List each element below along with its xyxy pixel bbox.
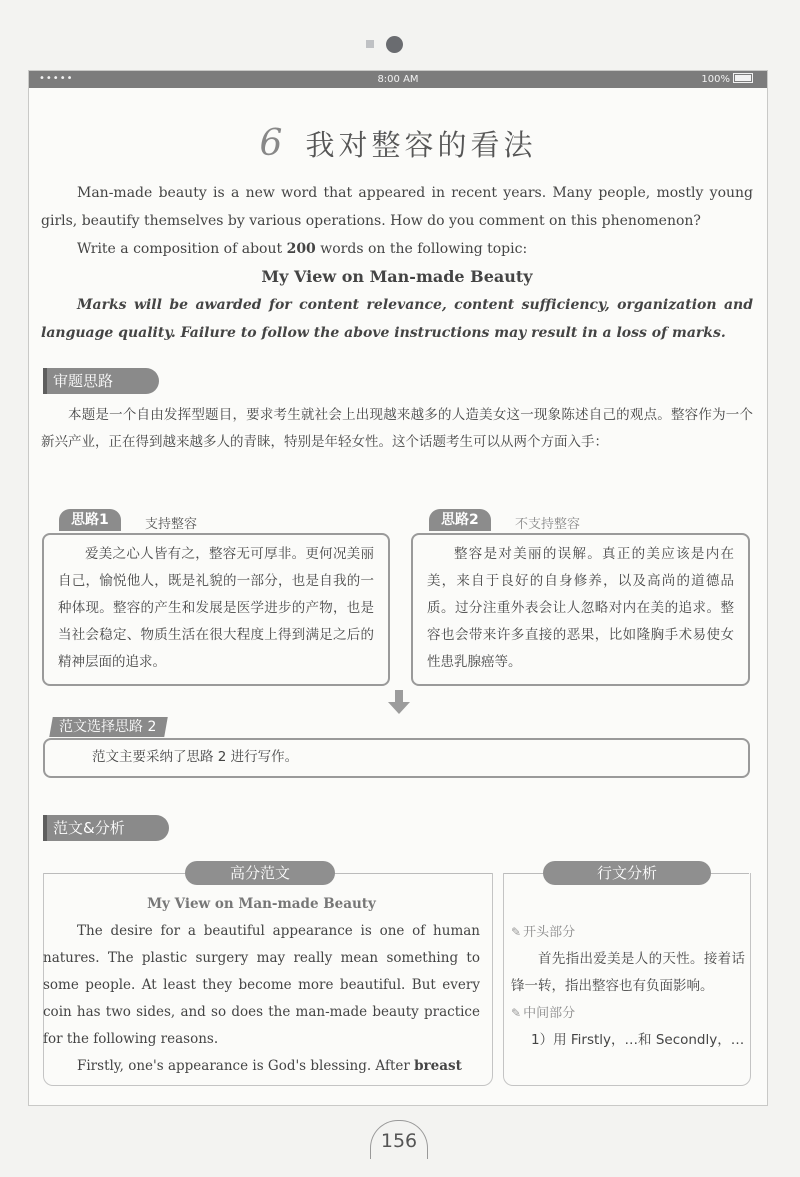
- part2-label: 中间部分: [523, 1006, 576, 1021]
- prompt-text-before: Write a composition of about: [77, 241, 287, 257]
- marking-instructions: Marks will be awarded for content relevance, content sufficiency, organization and language quality. Failure to follow the above instructions may result in a loss of marks.: [41, 297, 753, 341]
- essay-title: My View on Man-made Beauty: [147, 896, 376, 912]
- prompt-paragraph-1: Man-made beauty is a new word that appeared in recent years. Many people, mostly young girls, beautify themselves by various operations. How do you comment on this phenomenon?: [41, 185, 753, 229]
- part1-heading: [511, 919, 745, 946]
- choice-tab: [49, 717, 168, 737]
- battery-indicator: [701, 73, 753, 85]
- section-tab-analysis: [43, 368, 159, 394]
- camera-dot: [386, 36, 403, 53]
- status-bar: [29, 71, 767, 88]
- essay-paragraph-1: The desire for a beautiful appearance is one of human natures. The plastic surgery may really mean something to some people. At least they become more beautiful. But every coin has two sides, and so does the man-made beauty practice for the following reasons.: [43, 923, 480, 1047]
- word-count: 200: [286, 241, 316, 257]
- analysis-header: 行文分析: [543, 861, 711, 885]
- essay-analysis: [511, 919, 745, 1054]
- part2-heading: [511, 1000, 745, 1027]
- pen-icon: ✎: [511, 1006, 522, 1020]
- choice-tab-label: 范文选择思路 2: [59, 719, 157, 735]
- tablet-screen: [28, 70, 768, 1106]
- essay-paragraph-2-bold: breast: [414, 1058, 462, 1074]
- page-number: 156: [370, 1120, 428, 1159]
- prompt-block: [41, 179, 753, 347]
- essay-paragraph-2: [43, 1053, 480, 1080]
- part1-text: 首先指出爱美是人的天性。接着话锋一转，指出整容也有负面影响。: [511, 951, 745, 994]
- prompt-paragraph-2: [41, 235, 753, 263]
- battery-icon: [733, 73, 753, 83]
- section-tab-sample-label: 范文&分析: [53, 819, 125, 837]
- sensor-dot: [366, 40, 374, 48]
- signal-indicator: •••••: [39, 73, 74, 84]
- prompt-text-after: words on the following topic:: [315, 241, 528, 257]
- analysis-text: 本题是一个自由发挥型题目，要求考生就社会上出现越来越多的人造美女这一现象陈述自己的观点。整容作为一个新兴产业，正在得到越来越多人的青睐，特别是年轻女性。这个话题考生可以从两个方面入手：: [41, 407, 753, 450]
- tablet-camera-dots: [0, 36, 800, 56]
- idea2-label: 不支持整容: [515, 517, 581, 532]
- section-tab-label: 审题思路: [53, 372, 114, 390]
- sample-essay-header: 高分范文: [185, 861, 335, 885]
- choice-text: 范文主要采纳了思路 2 进行写作。: [92, 749, 299, 765]
- sample-essay: [43, 891, 480, 1080]
- idea2-text: 整容是对美丽的误解。真正的美应该是内在美，来自于良好的自身修养，以及高尚的道德品质。过分注重外表会让人忽略对内在美的追求。整容也会带来许多直接的恶果，比如隆胸手术易使女性患乳腺癌等。: [427, 546, 734, 670]
- pen-icon: ✎: [511, 925, 522, 939]
- idea2-badge: 思路2: [429, 509, 491, 531]
- idea1-text: 爱美之心人皆有之，整容无可厚非。更何况美丽自己，愉悦他人，既是礼貌的一部分，也是自我的一种体现。整容的产生和发展是医学进步的产物，也是当社会稳定、物质生活在很大程度上得到满足之后的精神层面的追求。: [58, 546, 374, 670]
- status-time: 8:00 AM: [377, 74, 419, 85]
- page-title: [29, 123, 767, 164]
- essay-paragraph-2-text: Firstly, one's appearance is God's blessing. After: [77, 1058, 415, 1074]
- battery-percent: 100%: [701, 74, 730, 85]
- idea2-box: [411, 533, 750, 686]
- idea1-box: [42, 533, 390, 686]
- part2-text: 1）用 Firstly，…和 Secondly，…: [531, 1032, 745, 1048]
- choice-box: [43, 738, 750, 778]
- idea1-label: 支持整容: [145, 517, 198, 532]
- composition-topic: My View on Man-made Beauty: [261, 267, 533, 286]
- idea1-badge: 思路1: [59, 509, 121, 531]
- section-tab-sample: [43, 815, 169, 841]
- unit-number: 6: [259, 123, 283, 164]
- part1-label: 开头部分: [523, 925, 576, 940]
- unit-title: 我对整容的看法: [305, 128, 537, 162]
